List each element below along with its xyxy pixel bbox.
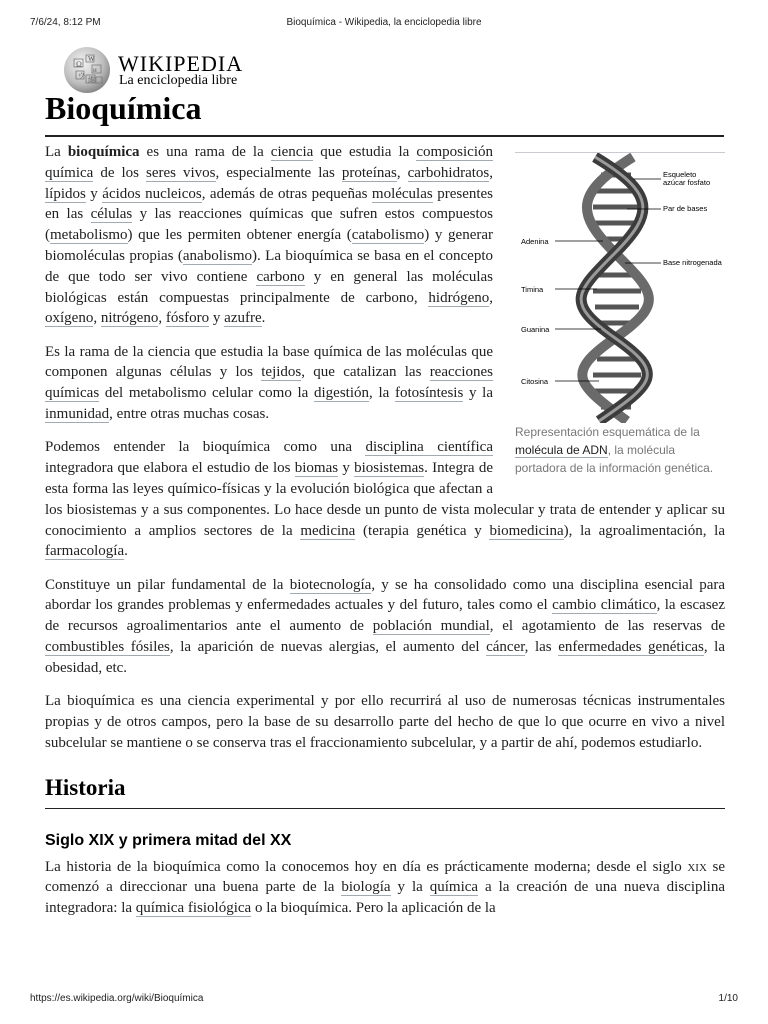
- link-enfermedades-geneticas[interactable]: enfermedades genéticas: [558, 639, 704, 656]
- page-title: Bioquímica: [45, 90, 202, 126]
- link-anabolismo[interactable]: anabolismo: [182, 247, 253, 264]
- wikipedia-logo[interactable]: [62, 45, 262, 95]
- link-cancer[interactable]: cáncer: [486, 639, 525, 656]
- paragraph-pilar: Constituye un pilar fundamental de la biotecnología, y se ha consolidado como una disciplina esencial para abordar los grandes problemas y enfermedades actuales y del futuro, tales como el cambio climático, la escasez de recursos agroalimentarios ante el aumento de población mundial, el agotamiento de las reservas de combustibles fósiles, la aparición de nuevas alergias, el aumento del cáncer, las enfermedades genéticas, la obesidad, etc.: [45, 576, 726, 676]
- link-reacciones-quimicas[interactable]: reacciones químicas: [45, 364, 493, 402]
- link-fosforo[interactable]: fósforo: [165, 310, 210, 327]
- link-carbono[interactable]: carbono: [256, 268, 305, 285]
- label-base-nitrogenada: Base nitrogenada: [663, 258, 722, 267]
- section-heading-historia: Historia: [45, 774, 725, 809]
- link-ciencia[interactable]: ciencia: [270, 144, 314, 160]
- svg-text:и: и: [93, 66, 97, 74]
- link-catabolismo[interactable]: catabolismo: [351, 227, 425, 244]
- link-carbohidratos[interactable]: carbohidratos: [407, 164, 490, 181]
- wikipedia-tagline: La enciclopedia libre: [119, 73, 238, 88]
- print-page-title: Bioquímica - Wikipedia, la enciclopedia libre: [286, 17, 482, 28]
- link-hidrogeno[interactable]: hidrógeno: [428, 289, 490, 306]
- link-biomedicina[interactable]: biomedicina: [489, 522, 564, 539]
- label-azucar-fosfato: azúcar fosfato: [663, 178, 711, 187]
- infobox-caption: Representación esquemática de la molécula de ADN, la molécula portadora de la información genética.: [515, 425, 714, 475]
- article-body: [45, 142, 725, 931]
- link-lipidos[interactable]: lípidos: [45, 185, 86, 202]
- label-esqueleto: Esqueleto: [663, 170, 697, 179]
- link-seres-vivos[interactable]: seres vivos: [146, 164, 216, 181]
- svg-text:Ω: Ω: [76, 60, 82, 69]
- link-farmacologia[interactable]: farmacología: [45, 543, 125, 560]
- label-citosina: Citosina: [521, 377, 549, 386]
- link-biomas[interactable]: biomas: [294, 460, 339, 477]
- small-caps-century: xix: [687, 858, 707, 875]
- paragraph-experimental: La bioquímica es una ciencia experimental y por ello recurrirá al uso de numerosas técnicas instrumentales propias y de otros campos, pero la base de su desarrollo parte del hecho de que lo que ocurre en vivo a nivel subcelular se mantiene o se conserva tras el fraccionamiento subcelular, y a partir de ahí, podemos estudiarlo.: [45, 693, 725, 751]
- link-poblacion-mundial[interactable]: población mundial: [372, 618, 490, 635]
- link-composicion-quimica[interactable]: composición química: [45, 144, 493, 181]
- print-header: [0, 17, 768, 33]
- link-combustibles-fosiles[interactable]: combustibles fósiles: [45, 639, 170, 656]
- print-footer: [0, 993, 768, 1009]
- caption-link-adn[interactable]: molécula de ADN: [515, 443, 608, 457]
- dna-diagram[interactable]: [515, 153, 725, 423]
- wikipedia-wordmark: WIKIPEDIA: [118, 51, 244, 76]
- label-timina: Timina: [521, 285, 544, 294]
- link-nitrogeno[interactable]: nitrógeno: [100, 310, 159, 327]
- link-quimica[interactable]: química: [429, 879, 479, 896]
- paragraph-rama: Es la rama de la ciencia que estudia la base química de las moléculas que componen algunas células y los tejidos, que catalizan las reacciones químicas del metabolismo celular como la digestión, la fotosíntesis y la inmunidad, entre otras muchas cosas.: [45, 343, 494, 423]
- label-par-de-bases: Par de bases: [663, 204, 708, 213]
- link-tejidos[interactable]: tejidos: [261, 364, 302, 381]
- infobox: [515, 152, 725, 477]
- link-biotecnologia[interactable]: biotecnología: [289, 576, 372, 593]
- paragraph-intro: La bioquímica es una rama de la ciencia que estudia la composición química de los seres vivos, especialmente las proteínas, carbohidratos, lípidos y ácidos nucleicos, además de otras pequeñas moléculas presentes en las células y las reacciones químicas que sufren estos compuestos (metabolismo) que les permiten obtener energía (catabolismo) y generar biomoléculas propias (anabolismo). La bioquímica se basa en el concepto de que todo ser vivo contiene carbono y en general las moléculas biológicas están compuestas principalmente de carbono, hidrógeno, oxígeno, nitrógeno, fósforo y azufre.: [45, 144, 494, 327]
- wikipedia-globe-icon: [62, 45, 112, 95]
- link-azufre[interactable]: azufre: [224, 310, 262, 327]
- link-digestion[interactable]: digestión: [314, 385, 370, 402]
- svg-text:維: 維: [88, 76, 95, 84]
- print-url: https://es.wikipedia.org/wiki/Bioquímica: [30, 993, 204, 1004]
- link-medicina[interactable]: medicina: [300, 522, 356, 539]
- link-oxigeno[interactable]: oxígeno: [45, 310, 94, 327]
- link-quimica-fisiologica[interactable]: química fisiológica: [135, 900, 252, 917]
- paragraph-disciplina: Podemos entender la bioquímica como una disciplina científica integradora que elabora el estudio de los biomas y biosistemas. Integra de esta forma las leyes químico-físicas y la evolución biológica que afectan a los biosistemas y a sus componentes. Lo hace desde un punto de vista molecular y trata de entender y aplicar su conocimiento a amplios sectores de la medicina (terapia genética y biomedicina), la agroalimentación, la farmacología.: [45, 439, 726, 560]
- link-cambio-climatico[interactable]: cambio climático: [552, 597, 657, 614]
- subsection-heading-siglo-xix: Siglo XIX y primera mitad del XX: [45, 831, 292, 849]
- link-biologia[interactable]: biología: [341, 879, 391, 896]
- label-guanina: Guanina: [521, 325, 550, 334]
- bold-term: bioquímica: [67, 144, 140, 160]
- title-divider: [45, 135, 724, 137]
- link-celulas[interactable]: células: [90, 206, 133, 223]
- dna-double-helix-image: [515, 153, 725, 423]
- svg-text:W: W: [88, 55, 95, 63]
- link-biosistemas[interactable]: biosistemas: [354, 460, 425, 477]
- link-disciplina-cientifica[interactable]: disciplina científica: [365, 439, 493, 456]
- link-acidos-nucleicos[interactable]: ácidos nucleicos: [102, 185, 202, 202]
- svg-text:ウ: ウ: [78, 72, 85, 80]
- link-metabolismo[interactable]: metabolismo: [50, 227, 128, 244]
- print-date: 7/6/24, 8:12 PM: [30, 17, 101, 28]
- paragraph-historia: La historia de la bioquímica como la conocemos hoy en día es prácticamente moderna; desde el siglo xix se comenzó a direccionar una buena parte de la biología y la química a la creación de una nueva disciplina integradora: la química fisiológica o la bioquímica. Pero la aplicación de la: [45, 858, 726, 917]
- label-adenina: Adenina: [521, 237, 549, 246]
- print-page-number: 1/10: [718, 993, 738, 1004]
- link-inmunidad[interactable]: inmunidad: [45, 406, 110, 423]
- link-proteinas[interactable]: proteínas: [341, 164, 397, 181]
- link-moleculas[interactable]: moléculas: [371, 185, 433, 202]
- link-fotosintesis[interactable]: fotosíntesis: [394, 385, 464, 402]
